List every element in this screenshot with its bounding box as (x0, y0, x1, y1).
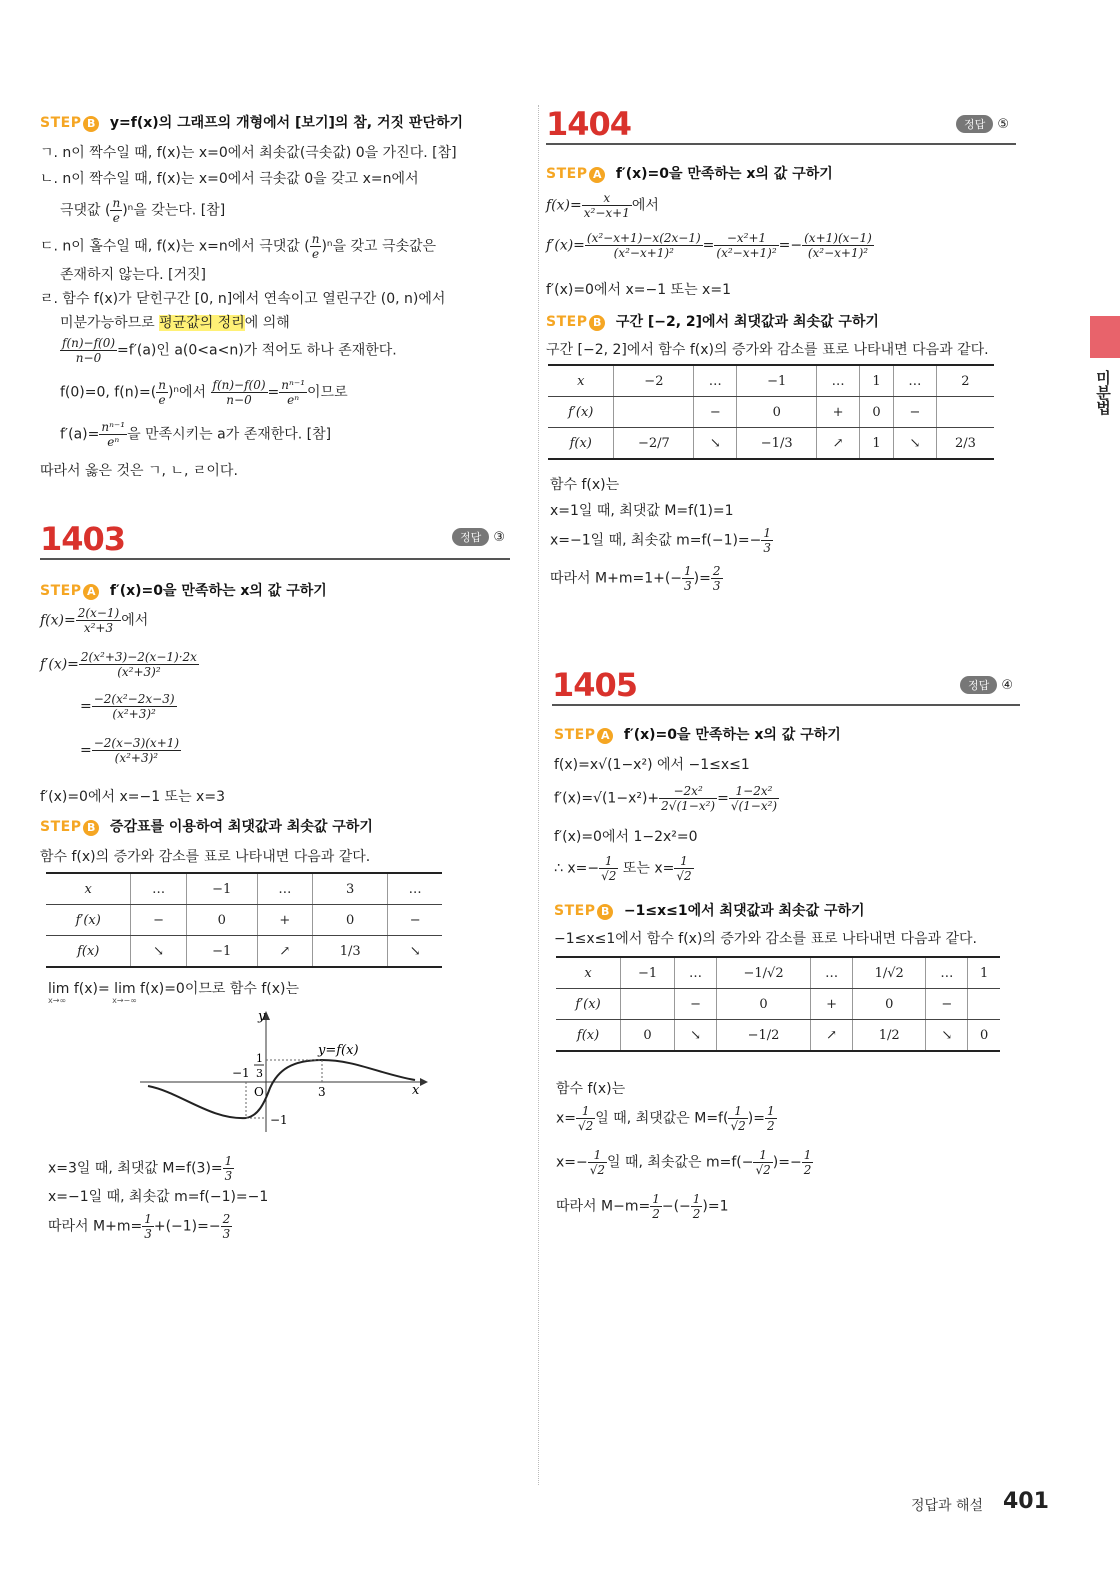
step-b-heading: STEP B −1≤x≤1에서 최댓값과 최솟값 구하기 (554, 903, 865, 919)
table-cell: 1 (968, 957, 1000, 989)
table-cell: ↘ (893, 428, 936, 460)
table-row (46, 936, 442, 968)
solution-line: 미분가능하므로 평균값의 정리에 의해 (60, 315, 290, 331)
table-cell: 0 (621, 1020, 675, 1052)
table-cell: 2 (936, 365, 994, 397)
table-cell: 1 (860, 365, 894, 397)
table-cell: f′(x) (548, 397, 614, 428)
step-a-heading: STEP A f′(x)=0을 만족하는 x의 값 구하기 (546, 166, 833, 182)
table-cell: 0 (853, 989, 926, 1020)
min-line: x=− $\frac{1}{√2}$ 일 때, 최솟값은 m=f(− $\frac{1}{√2}$ )=− $\frac{1}{2}$ (556, 1148, 812, 1177)
equation-line: f′(x)=√(1−x²)+ $\frac{\text{−2x²}}{\text{2√(1−x²)}}$ = $\frac{\text{1−2x²}}{\text{√(1−x²)}}$ (554, 784, 778, 813)
tick-one-third-num: 1 (256, 1052, 263, 1065)
solution-line: ㄷ. n이 홀수일 때, f(x)는 x=n에서 극댓값 ( $\frac{n}{e}$ )ⁿ을 갖고 극솟값은 (40, 232, 437, 261)
table-intro: −1≤x≤1에서 함수 f(x)의 증가와 감소를 표로 나타내면 다음과 같다. (554, 931, 978, 947)
table-row (548, 428, 994, 460)
table-cell: … (811, 957, 853, 989)
table-cell: − (926, 989, 968, 1020)
table-row (548, 365, 994, 397)
func-line: 함수 f(x)는 (550, 477, 620, 493)
limit-line: lim f(x)= lim f(x)=0이므로 함수 f(x)는 (48, 981, 300, 997)
table-cell: −1 (737, 365, 817, 397)
sum-line: 따라서 M+m= $\frac{1}{3}$ +(−1)=− $\frac{2}{3}$ (48, 1212, 231, 1241)
solution-line: 따라서 옳은 것은 ㄱ, ㄴ, ㄹ이다. (40, 463, 238, 479)
table-cell: −1/2 (717, 1020, 811, 1052)
section-rule (546, 143, 1016, 145)
table-intro: 함수 f(x)의 증가와 감소를 표로 나타내면 다음과 같다. (40, 849, 371, 865)
curve (148, 1060, 415, 1118)
table-cell: … (674, 957, 716, 989)
max-line: x=3일 때, 최댓값 M=f(3)= $\frac{1}{3}$ (48, 1154, 233, 1183)
limit-subscripts: x→∞ x→−∞ (48, 996, 137, 1005)
section-rule (552, 704, 1020, 706)
equation-line: f(x)= $\frac{2(x-1)}{\text{x²+3}}$ 에서 (40, 606, 149, 635)
solution-line: 존재하지 않는다. [거짓] (60, 267, 206, 283)
table-cell: f(x) (46, 936, 131, 968)
answer-badge: 정답 ③ (452, 528, 505, 546)
tick-minus-one-y: −1 (270, 1113, 288, 1127)
column-divider (538, 105, 539, 1485)
table-cell: 0 (186, 905, 257, 936)
table-cell: − (674, 989, 716, 1020)
table-cell (614, 397, 694, 428)
equation-line: f′(x)=0에서 x=−1 또는 x=3 (40, 789, 225, 805)
table-intro: 구간 [−2, 2]에서 함수 f(x)의 증가와 감소를 표로 나타내면 다음과 같다. (546, 342, 989, 358)
table-cell: f′(x) (46, 905, 131, 936)
table-row (548, 397, 994, 428)
table-cell: ↘ (694, 428, 737, 460)
min-line: x=−1일 때, 최솟값 m=f(−1)=− $\frac{1}{3}$ (550, 526, 772, 555)
equation-line: f′(x)=0에서 1−2x²=0 (554, 829, 698, 845)
equation-line: f′(x)= $\frac{\text{(x²−x+1)−x(2x−1)}}{\text{(x²−x+1)²}}$ = $\frac{\text{−x²+1}}{\text{(x²−x+1)²}}$ =− $\frac{(x+1)(x-1)}{\text{(x²−x+1)²}}$ (546, 231, 872, 260)
table-row (556, 957, 1000, 989)
table-cell: − (131, 905, 186, 936)
equation-line: f′(x)= $\frac{\text{2(x²+3)−2(x−1)·2x}}{\text{(x²+3)²}}$ (40, 650, 197, 679)
tick-minus-one-x: −1 (232, 1066, 250, 1080)
table-cell (936, 397, 994, 428)
table-row (46, 905, 442, 936)
table-cell: −1/√2 (717, 957, 811, 989)
y-label: y (258, 1009, 266, 1024)
answer-badge: 정답 ④ (960, 676, 1013, 694)
page-number: 401 (1003, 1489, 1049, 1514)
table-row (46, 873, 442, 905)
solution-line: ㄹ. 함수 f(x)가 닫힌구간 [0, n]에서 연속이고 열린구간 (0, n)에서 (40, 291, 446, 307)
table-cell: + (257, 905, 312, 936)
footer-label: 정답과 해설 (911, 1498, 984, 1514)
table-cell: −2 (614, 365, 694, 397)
solution-line: ㄱ. n이 짝수일 때, f(x)는 x=0에서 최솟값(극솟값) 0을 가진다. [참] (40, 145, 457, 161)
step-b-heading: STEP B y=f(x)의 그래프의 개형에서 [보기]의 참, 거짓 판단하기 (40, 115, 464, 131)
table-cell: f′(x) (556, 989, 621, 1020)
function-graph (140, 1008, 430, 1138)
solution-line: ㄴ. n이 짝수일 때, f(x)는 x=0에서 극솟값 0을 갖고 x=n에서 (40, 171, 419, 187)
table-row (556, 1020, 1000, 1052)
variation-table (548, 364, 994, 460)
problem-number-1404: 1404 (546, 105, 632, 143)
variation-table (46, 872, 442, 968)
func-line: 함수 f(x)는 (556, 1081, 626, 1097)
table-cell: + (817, 397, 860, 428)
equation-line: f′(x)=0에서 x=−1 또는 x=1 (546, 282, 731, 298)
table-cell: ↘ (926, 1020, 968, 1052)
section-rule (40, 558, 510, 560)
table-cell: x (556, 957, 621, 989)
solution-line: f(0)=0, f(n)=( $\frac{n}{e}$ )ⁿ에서 $\frac{f(n)-f(0)}{n-0}$ = $\frac{\text{nⁿ⁻¹}}{\text{eⁿ}}$ 이므로 (60, 378, 348, 407)
step-a-heading: STEP A f′(x)=0을 만족하는 x의 값 구하기 (554, 727, 841, 743)
table-cell: − (388, 905, 442, 936)
table-cell: − (893, 397, 936, 428)
table-cell: ↗ (811, 1020, 853, 1052)
table-cell (621, 989, 675, 1020)
step-b-heading: STEP B 구간 [−2, 2]에서 최댓값과 최솟값 구하기 (546, 314, 879, 330)
table-cell: −1 (186, 936, 257, 968)
table-cell: 2/3 (936, 428, 994, 460)
table-cell: − (694, 397, 737, 428)
table-cell: ↘ (674, 1020, 716, 1052)
min-line: x=−1일 때, 최솟값 m=f(−1)=−1 (48, 1189, 269, 1205)
max-line: x= $\frac{1}{√2}$ 일 때, 최댓값은 M=f( $\frac{1}{√2}$ )= $\frac{1}{2}$ (556, 1104, 775, 1133)
equation-line: = $\frac{-2(x-3)(x+1)}{\text{(x²+3)²}}$ (80, 736, 180, 765)
tick-one-third-den: 3 (256, 1067, 263, 1080)
table-cell: −1/3 (737, 428, 817, 460)
answer-badge: 정답 ⑤ (956, 115, 1009, 133)
table-cell: … (694, 365, 737, 397)
table-cell: … (926, 957, 968, 989)
table-cell: ↗ (817, 428, 860, 460)
table-cell: 1/3 (313, 936, 388, 968)
table-cell: 1/2 (853, 1020, 926, 1052)
highlight: 평균값의 정리 (159, 315, 245, 331)
table-cell: … (817, 365, 860, 397)
equation-line: = $\frac{\text{−2(x²−2x−3)}}{\text{(x²+3)²}}$ (80, 692, 175, 721)
equation-line: f(x)=x√(1−x²) 에서 −1≤x≤1 (554, 757, 750, 773)
table-cell: 0 (968, 1020, 1000, 1052)
problem-number-1405: 1405 (552, 666, 638, 704)
table-cell: … (388, 873, 442, 905)
table-cell: 0 (737, 397, 817, 428)
table-cell: x (46, 873, 131, 905)
step-a-heading: STEP A f′(x)=0을 만족하는 x의 값 구하기 (40, 583, 327, 599)
step-b-heading: STEP B 증감표를 이용하여 최댓값과 최솟값 구하기 (40, 819, 373, 835)
table-cell: 0 (313, 905, 388, 936)
chapter-tab-label: 미분법 (1094, 370, 1112, 415)
solution-line: f′(a)= $\frac{\text{nⁿ⁻¹}}{\text{eⁿ}}$ 을 만족시키는 a가 존재한다. [참] (60, 420, 332, 449)
table-cell: ↗ (257, 936, 312, 968)
chapter-tab (1090, 316, 1120, 358)
table-cell (968, 989, 1000, 1020)
table-cell: … (893, 365, 936, 397)
table-cell: … (131, 873, 186, 905)
solution-line: $\frac{f(n)-f(0)}{n-0}$ =f′(a)인 a(0<a<n)가 적어도 하나 존재한다. (62, 336, 397, 365)
solution-line: 극댓값 ( $\frac{n}{e}$ )ⁿ을 갖는다. [참] (60, 196, 226, 225)
problem-number-1403: 1403 (40, 520, 126, 558)
table-cell: … (257, 873, 312, 905)
max-line: x=1일 때, 최댓값 M=f(1)=1 (550, 503, 734, 519)
table-row (556, 989, 1000, 1020)
equation-line: f(x)= $\frac{x}{\text{x²−x+1}}$ 에서 (546, 191, 659, 220)
table-cell: 0 (860, 397, 894, 428)
tick-three: 3 (318, 1085, 326, 1099)
x-label: x (412, 1083, 420, 1098)
curve-label: y=f(x) (318, 1043, 359, 1058)
table-cell: + (811, 989, 853, 1020)
sum-line: 따라서 M−m= $\frac{1}{2}$ −(− $\frac{1}{2}$ )=1 (556, 1192, 729, 1221)
sum-line: 따라서 M+m=1+(− $\frac{1}{3}$ )= $\frac{2}{3}$ (550, 564, 721, 593)
table-cell: x (548, 365, 614, 397)
table-cell: −2/7 (614, 428, 694, 460)
table-cell: −1 (621, 957, 675, 989)
origin-label: O (254, 1085, 264, 1099)
table-cell: 1/√2 (853, 957, 926, 989)
table-cell: 1 (860, 428, 894, 460)
table-cell: 0 (717, 989, 811, 1020)
table-cell: 3 (313, 873, 388, 905)
table-cell: ↘ (388, 936, 442, 968)
table-cell: f(x) (548, 428, 614, 460)
table-cell: f(x) (556, 1020, 621, 1052)
variation-table (556, 956, 1000, 1052)
equation-line: ∴ x=− $\frac{1}{√2}$ 또는 x= $\frac{1}{√2}$ (554, 854, 692, 883)
table-cell: ↘ (131, 936, 186, 968)
table-cell: −1 (186, 873, 257, 905)
x-axis-arrow (420, 1078, 428, 1086)
